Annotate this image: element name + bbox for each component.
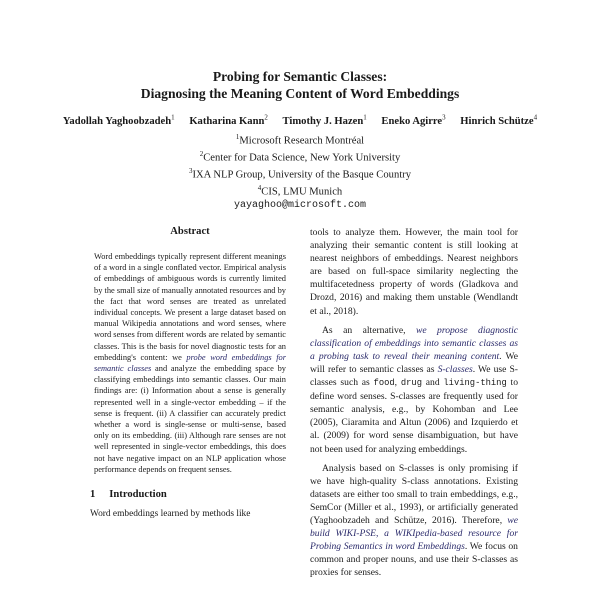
abstract-heading: Abstract	[170, 226, 210, 237]
abstract-body: Word embeddings typically represent different meanings of a word in a single conflated vector. Empirical analysis of embeddings of ambiguous words is currently limited by the small size of manually annotated resources and by the fact that word senses are treated as unrelated individual concepts. We present a large dataset based on manual Wikipedia annotations and word senses, where word senses from different words are related by semantic classes. This is the basis for novel diagnostic tests for an embedding's content: we probe word embeddings for semantic classes and analyze the embedding space by classifying embeddings into semantic classes. Our main findings are: (i) Information about a sense is generally represented well in a single-vector embedding – if the sense is frequent. (ii) A classifier can accurately predict whether a word is single-sense or multi-sense, based only on its embedding. (iii) Although rare senses are not well represented in single-vector embeddings, this does not have negative impact on an NLP application whose performance depends on frequent senses.	[94, 251, 286, 474]
paragraph: As an alternative, we propose diagnostic classification of embeddings into semantic classes as a probing task to reveal their meaning content. We will refer to semantic classes as S-classes. We use S-classes such as food, drug and living-thing to define word senses. S-classes are frequently used for semantic analysis, e.g., by Kohomban and Lee (2005), Ciaramita and Altun (2006) and Izquierdo et al. (2009) for word sense disambiguation, but have not been used for analyzing embeddings.	[310, 324, 519, 455]
author: Katharina Kann$^2$	[189, 113, 268, 127]
title-line-1: Probing for Semantic Classes:	[212, 69, 388, 84]
title-line-2: Diagnosing the Meaning Content of Word Embeddings	[140, 86, 460, 101]
section-heading-introduction: 1 Introduction	[90, 488, 167, 500]
author: Hinrich Schütze$^4$	[460, 113, 538, 127]
sclass-living-thing: living-thing	[443, 378, 507, 389]
affiliation: $^2$Center for Data Science, New York University	[199, 150, 401, 164]
abstract-emphasis: probe word embeddings for semantic classes	[94, 352, 286, 373]
intro-first-line: Word embeddings learned by methods like	[90, 508, 251, 519]
paragraph: Analysis based on S-classes is only promising if we have high-quality S-class annotations. Existing datasets are either too small to train embeddings, e.g., SemCor (Miller et al., 1993), or artificially generated (Yaghoobzadeh and Schütze, 2016). Therefore, we build WIKI-PSE, a WIKIpedia-based resource for Probing Semantics in word Embeddings. We focus on common and proper nouns, and use their S-classes as proxies for senses.	[310, 462, 518, 579]
paragraph: tools to analyze them. However, the main tool for analyzing their semantic content is still looking at nearest neighbors of embeddings. Nearest neighbors are based on full-space similarity neglecting the multifacetedness property of words (Gladkova and Drozd, 2016) and making them unstable (Wendlandt et al., 2018).	[310, 227, 518, 317]
author: Eneko Agirre$^3$	[381, 113, 446, 127]
sclass-drug: drug	[400, 378, 422, 389]
affiliations	[0, 131, 600, 213]
paper-title	[0, 68, 600, 102]
author: Timothy J. Hazen$^1$	[282, 113, 367, 127]
affiliation: $^3$IXA NLP Group, University of the Basque Country	[188, 167, 412, 181]
author: Yadollah Yaghoobzadeh$^1$	[62, 113, 175, 127]
affiliation: $^1$Microsoft Research Montréal	[235, 133, 365, 147]
author-list	[0, 113, 600, 127]
affiliation: $^4$CIS, LMU Munich	[257, 184, 343, 198]
left-column	[90, 226, 290, 521]
author-email[interactable]: yayaghoo@microsoft.com	[233, 200, 367, 212]
right-column	[310, 226, 518, 579]
sclass-food: food	[373, 378, 395, 389]
